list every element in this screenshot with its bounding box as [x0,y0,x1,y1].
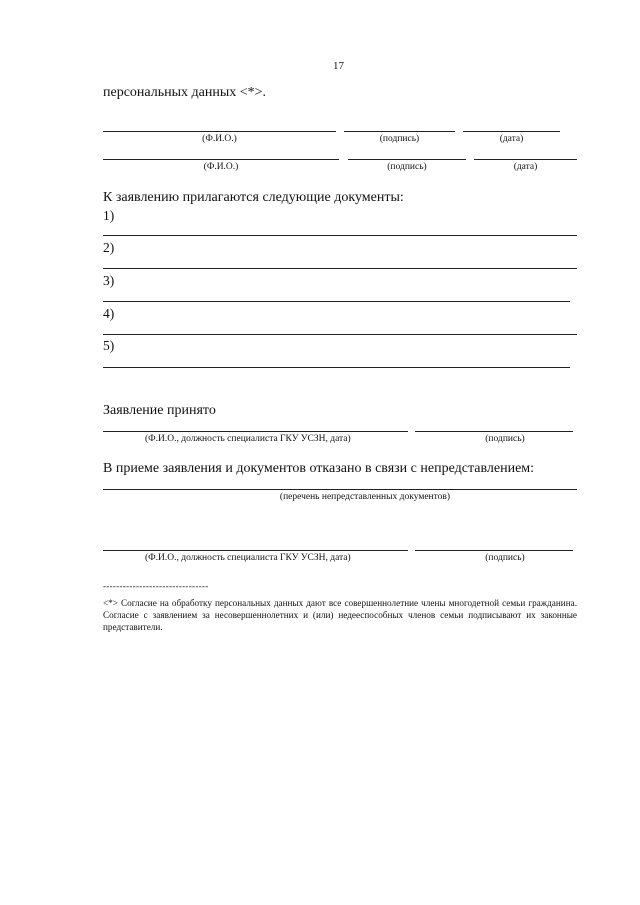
accepted-signature-line[interactable] [415,431,573,432]
attachment-number-1: 1) [103,208,115,223]
accepted-name-caption: (Ф.И.О., должность специалиста ГКУ УСЗН, дата) [145,434,351,444]
attachment-number-5: 5) [103,338,115,353]
name-line-2[interactable] [103,159,339,160]
attachment-line-1[interactable] [103,235,577,236]
name-caption-1: (Ф.И.О.) [202,134,237,144]
signature-caption-1: (подпись) [379,134,420,144]
attachment-line-4[interactable] [103,334,577,335]
signature-caption-2: (подпись) [387,162,427,172]
attachment-number-3: 3) [103,273,115,288]
date-caption-1: (дата) [499,134,524,144]
date-caption-2: (дата) [513,162,538,172]
attachment-line-3[interactable] [103,301,570,302]
refusal-signature-line[interactable] [415,550,573,551]
refusal-list-caption: (перечень непредставленных документов) [279,492,451,502]
refusal-name-caption: (Ф.И.О., должность специалиста ГКУ УСЗН, дата) [145,553,351,563]
attachment-number-4: 4) [103,306,115,321]
accepted-label: Заявление принято [103,403,216,418]
consent-text: персональных данных <*>. [103,85,267,100]
attachment-number-2: 2) [103,240,115,255]
refusal-signature-caption: (подпись) [485,553,525,563]
refusal-label: В приеме заявления и документов отказано в связи с непредставлением: [103,461,535,476]
name-line-1[interactable] [103,131,336,132]
footnote-text: <*> Согласие на обработку персональных данных дают все совершеннолетние члены многодетной семьи гражданина. Согласие с заявлением за несовершеннолетних и (или) недееспособных членов семьи подписывают их законные представители. [103,598,577,632]
accepted-name-line[interactable] [103,431,408,432]
signature-line-1[interactable] [344,131,455,132]
date-line-2[interactable] [474,159,577,160]
refusal-name-line[interactable] [103,550,408,551]
signature-line-2[interactable] [348,159,466,160]
page-number: 17 [333,60,344,72]
attachment-line-5[interactable] [103,367,570,368]
name-caption-2: (Ф.И.О.) [203,162,239,172]
attachments-heading: К заявлению прилагаются следующие документы: [103,190,404,205]
refusal-list-line[interactable] [103,489,577,490]
date-line-1[interactable] [463,131,560,132]
accepted-signature-caption: (подпись) [485,434,525,444]
attachment-line-2[interactable] [103,268,577,269]
footnote-separator: -------------------------------- [103,581,209,591]
